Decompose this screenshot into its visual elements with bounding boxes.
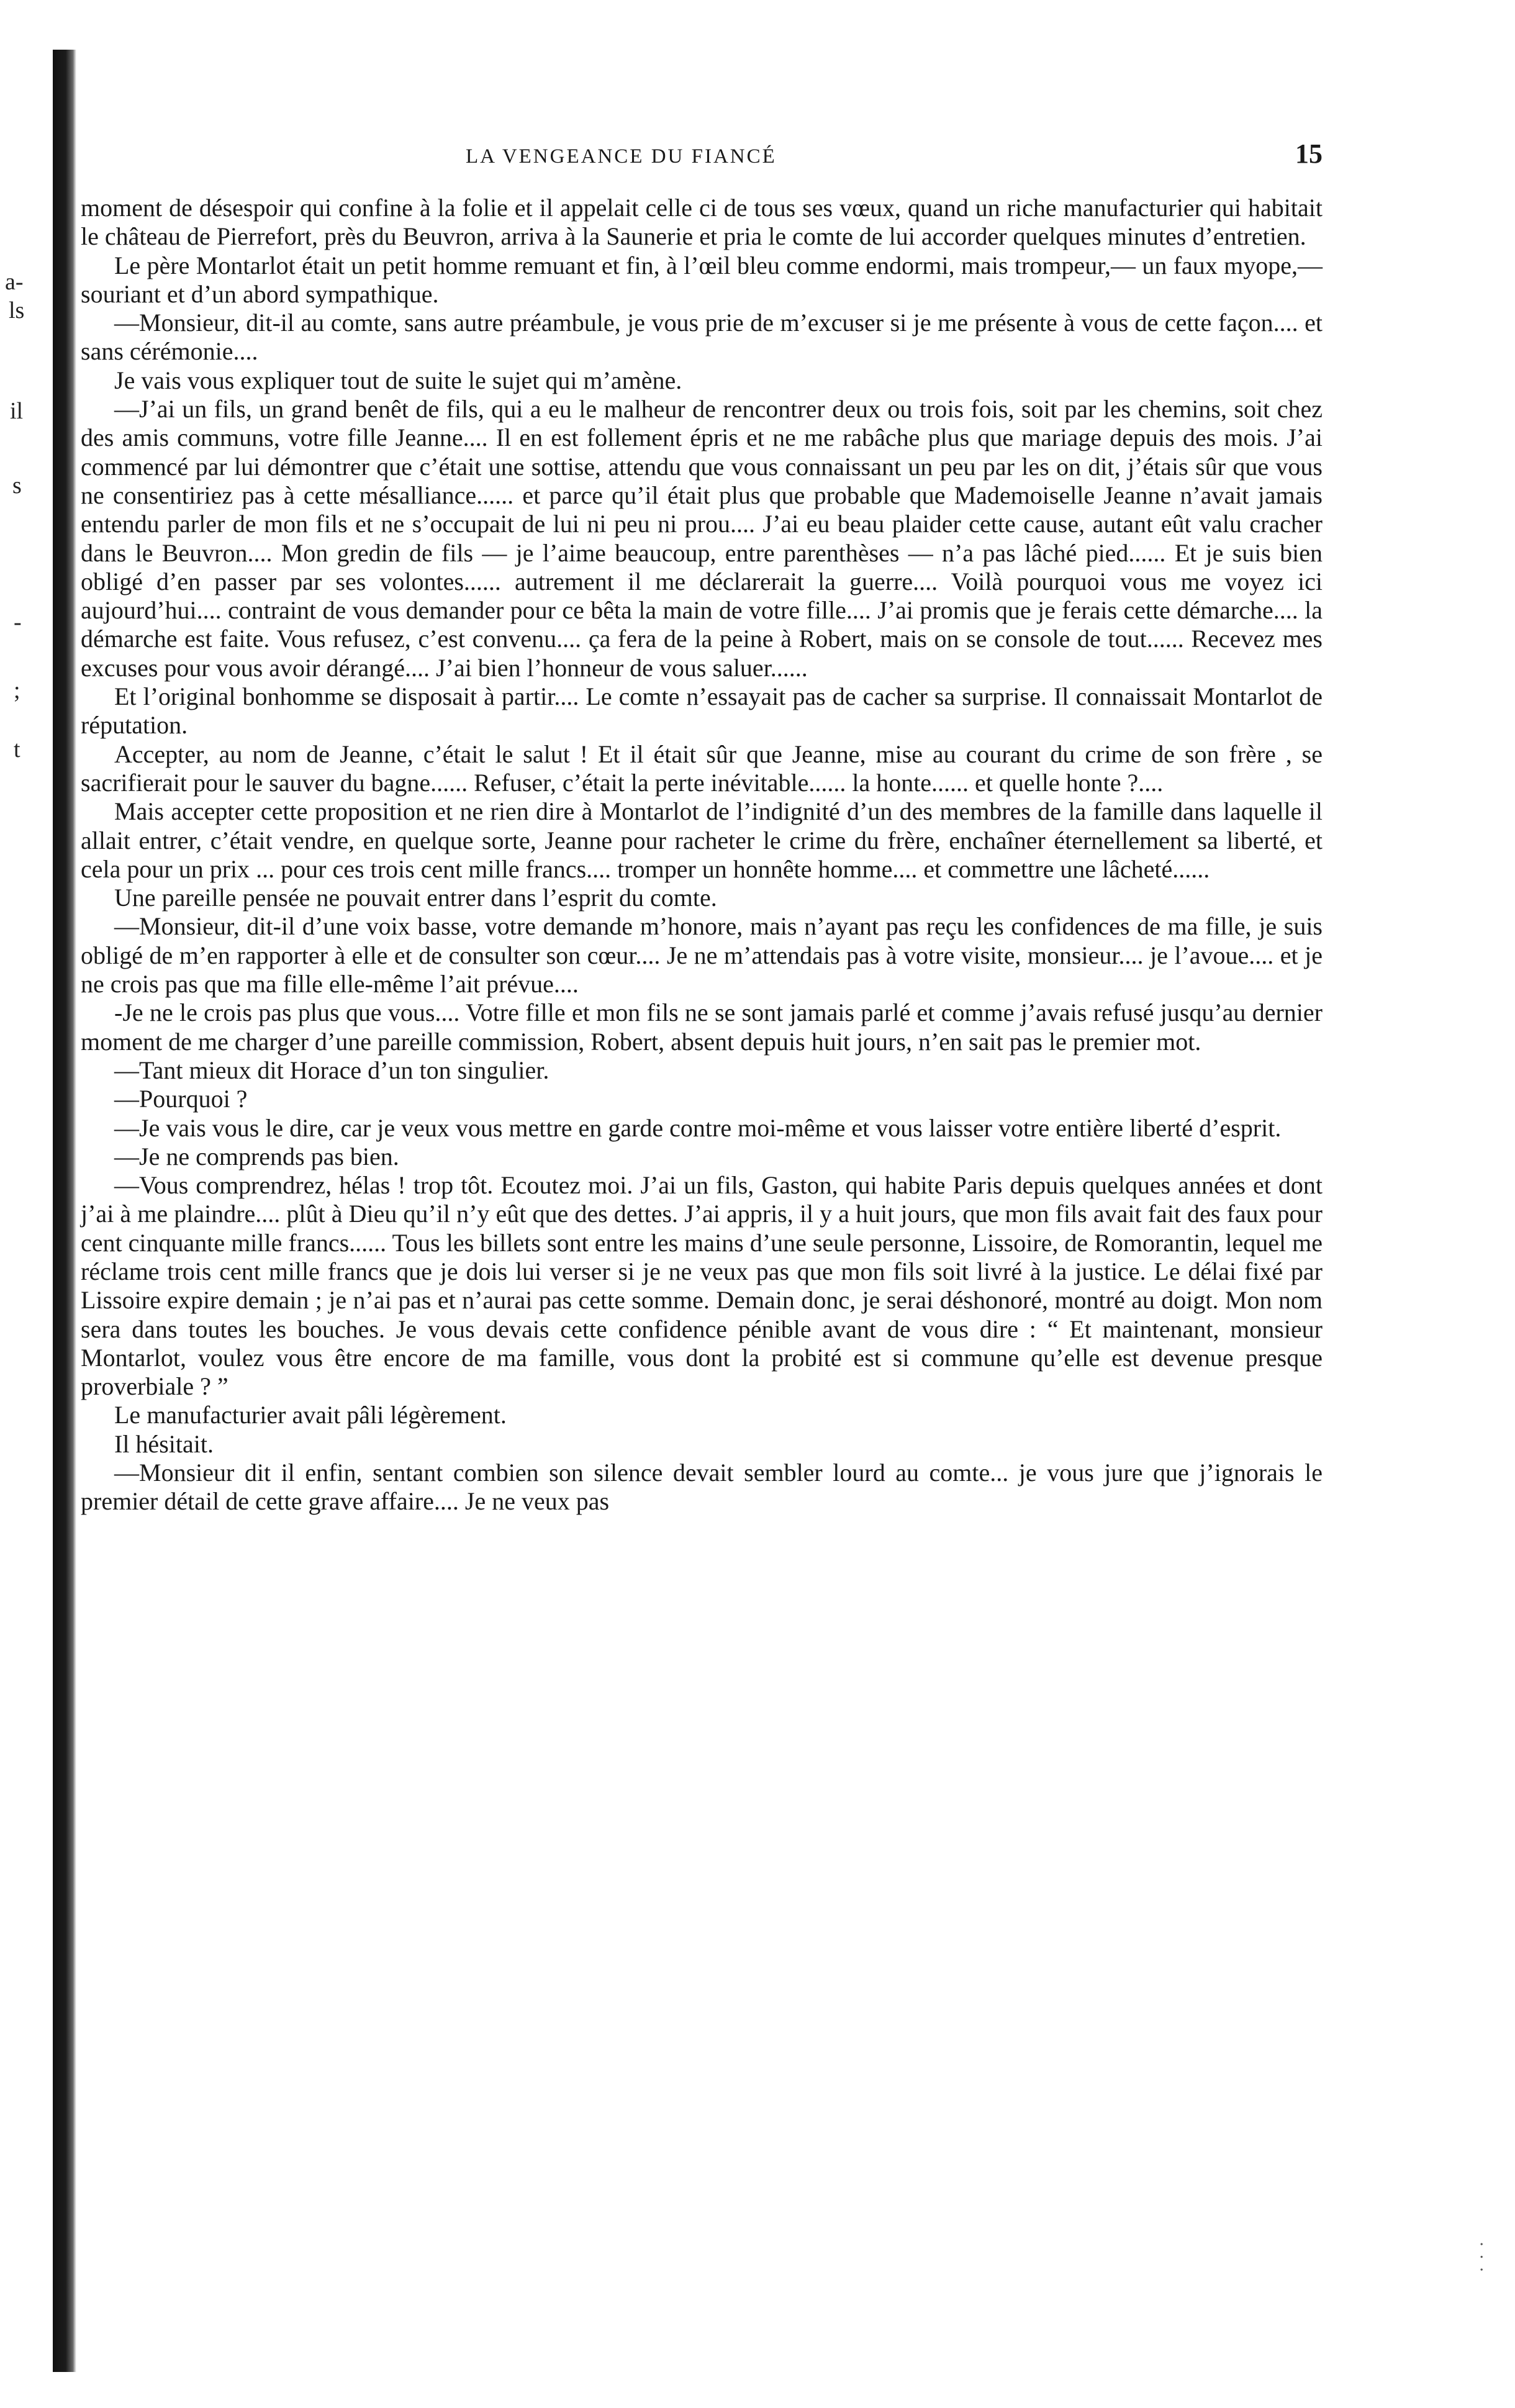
- margin-fragment: a-: [5, 269, 24, 295]
- paragraph: Le manufacturier avait pâli légèrement.: [114, 1401, 507, 1429]
- margin-fragment: il: [10, 398, 24, 424]
- paragraph: Et l’original bonhomme se disposait à partir.... Le comte n’essayait pas de cacher sa surprise. Il connaissait Montarlot de réputation.: [81, 682, 1323, 740]
- margin-fragment: ;: [14, 677, 20, 704]
- paragraph: —Monsieur, dit-il au comte, sans autre préambule, je vous prie de m’excuser si je me présente à vous de cette façon.... et sans cérémonie....: [81, 309, 1323, 366]
- paragraph: Le père Montarlot était un petit homme remuant et fin, à l’œil bleu comme endormi, mais trompeur,— un faux myope,— souriant et d’un abord sympathique.: [81, 251, 1323, 308]
- body-text: [81, 194, 1323, 1516]
- paragraph: —Pourquoi ?: [114, 1085, 248, 1113]
- margin-fragment: s: [12, 473, 22, 499]
- paragraph: —Je ne comprends pas bien.: [114, 1142, 399, 1170]
- paragraph: —Je vais vous le dire, car je veux vous mettre en garde contre moi-même et vous laisser votre entière liberté d’esprit.: [114, 1113, 1282, 1142]
- running-title: LA VENGEANCE DU FIANCÉ: [466, 145, 777, 168]
- margin-fragment: ls: [9, 297, 25, 324]
- page-number: 15: [1295, 138, 1323, 169]
- paragraph: —J’ai un fils, un grand benêt de fils, qui a eu le malheur de rencontrer deux ou trois fois, soit par les chemins, soit chez des amis communs, votre fille Jeanne.... Il en est follement épris et ne me rabâche plus que mariage depuis des mois. J’ai commencé par lui démontrer que c’était une sottise, attendu que vous connaissant un peu par les on dit, j’étais sûr que vous ne consentiriez pas à cette mésalliance...... et parce qu’il était plus que probable que Mademoiselle Jeanne n’avait jamais entendu parler de mon fils et ne s’occupait de lui ni peu ni prou.... J’ai eu beau plaider cette cause, autant eût valu cracher dans le Beuvron.... Mon gredin de fils — je l’aime beaucoup, entre parenthèses — n’a pas lâché pied...... Et je suis bien obligé d’en passer par ses volontes...... autrement il me déclarerait la guerre.... Voilà pourquoi vous me voyez ici aujourd’hui.... contraint de vous demander pour ce bêta la main de votre fille.... J’ai promis que je ferais cette démarche.... la démarche est faite. Vous refusez, c’est convenu.... ça fera de la peine à Robert, mais on se console de tout...... Recevez mes excuses pour vous avoir dérangé.... J’ai bien l’honneur de vous saluer......: [81, 395, 1323, 682]
- paragraph: -Je ne le crois pas plus que vous.... Votre fille et mon fils ne se sont jamais parlé et comme j’avais refusé jusqu’au dernier moment de me charger d’une pareille commission, Robert, absent depuis huit jours, n’en sait pas le premier mot.: [81, 998, 1323, 1056]
- paragraph: Je vais vous expliquer tout de suite le sujet qui m’amène.: [114, 366, 682, 394]
- paragraph: —Monsieur, dit-il d’une voix basse, votre demande m’honore, mais n’ayant pas reçu les confidences de ma fille, je suis obligé de m’en rapporter à elle et de consulter son cœur.... Je ne m’attendais pas à votre visite, monsieur.... je l’avoue.... et je ne crois pas que ma fille elle-même l’ait prévue....: [81, 912, 1323, 998]
- scan-speckle: · · ·: [1472, 2242, 1490, 2274]
- paragraph: Une pareille pensée ne pouvait entrer dans l’esprit du comte.: [114, 884, 717, 912]
- paragraph: Mais accepter cette proposition et ne rien dire à Montarlot de l’indignité d’un des membres de la famille dans laquelle il allait entrer, c’était vendre, en quelque sorte, Jeanne pour racheter le crime du frère, enchaîner éternellement sa liberté, et cela pour un prix ... pour ces trois cent mille francs.... tromper un honnête homme.... et commettre une lâcheté......: [81, 797, 1323, 883]
- paragraph: —Vous comprendrez, hélas ! trop tôt. Ecoutez moi. J’ai un fils, Gaston, qui habite Paris depuis quelques années et dont j’ai à me plaindre.... plût à Dieu qu’il n’y eût que des dettes. J’ai appris, il y a huit jours, que mon fils avait fait des faux pour cent cinquante mille francs...... Tous les billets sont entre les mains d’une seule personne, Lissoire, de Romorantin, lequel me réclame trois cent mille francs que je dois lui verser si je ne veux pas que mon fils soit livré à la justice. Le délai fixé par Lissoire expire demain ; je n’ai pas et n’aurai pas cette somme. Demain donc, je serai déshonoré, montré au doigt. Mon nom sera dans toutes les bouches. Je vous devais cette confidence pénible avant de vous dire : “ Et maintenant, monsieur Montarlot, voulez vous être encore de ma famille, vous dont la probité est si commune qu’elle est devenue presque proverbiale ? ”: [81, 1171, 1323, 1401]
- left-margin-fragments: [0, 0, 50, 2408]
- paragraph: —Tant mieux dit Horace d’un ton singulier.: [114, 1056, 549, 1084]
- margin-fragment: -: [14, 609, 22, 635]
- book-page: [81, 137, 1323, 1516]
- binding-shadow: [53, 50, 76, 2372]
- margin-fragment: t: [14, 736, 20, 763]
- paragraph: Accepter, au nom de Jeanne, c’était le salut ! Et il était sûr que Jeanne, mise au courant du crime de son frère , se sacrifierait pour le sauver du bagne...... Refuser, c’était la perte inévitable...... la honte...... et quelle honte ?....: [81, 740, 1323, 797]
- paragraph: moment de désespoir qui confine à la folie et il appelait celle ci de tous ses vœux, quand un riche manufacturier qui habitait le château de Pierrefort, près du Beuvron, arriva à la Saunerie et pria le comte de lui accorder quelques minutes d’entretien.: [81, 194, 1323, 251]
- paragraph: —Monsieur dit il enfin, sentant combien son silence devait sembler lourd au comte... je vous jure que j’ignorais le premier détail de cette grave affaire.... Je ne veux pas: [81, 1459, 1323, 1516]
- paragraph: Il hésitait.: [114, 1429, 214, 1458]
- running-head: [81, 137, 1323, 174]
